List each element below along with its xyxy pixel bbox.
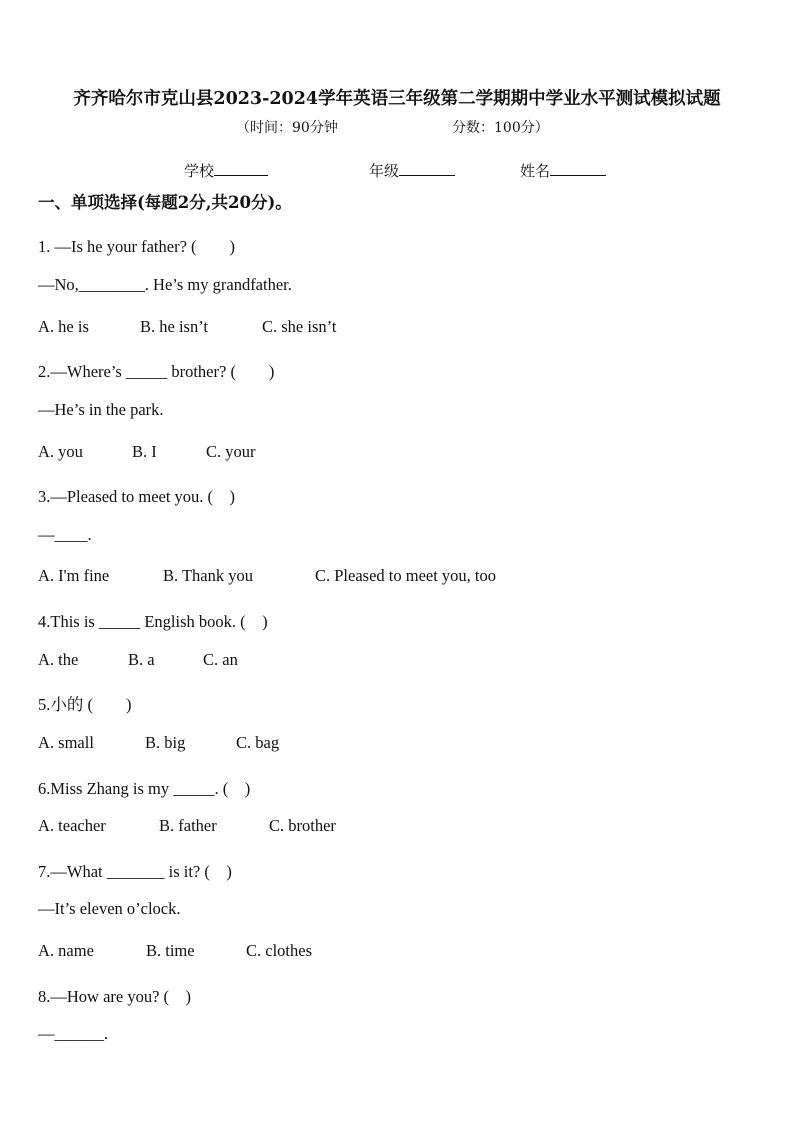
name-blank[interactable] bbox=[550, 161, 606, 176]
question-8-stem: 8.—How are you? ( ) bbox=[38, 987, 192, 1006]
grade-field bbox=[369, 160, 455, 181]
option-b[interactable]: B. time bbox=[146, 941, 195, 960]
grade-label: 年级 bbox=[369, 162, 400, 180]
option-b[interactable]: B. big bbox=[145, 733, 186, 752]
question-5-stem: 5.小的 ( ) bbox=[38, 695, 132, 714]
option-b[interactable]: B. he isn’t bbox=[140, 317, 208, 336]
name-field bbox=[520, 160, 606, 181]
school-blank[interactable] bbox=[214, 161, 268, 176]
option-c[interactable]: C. Pleased to meet you, too bbox=[315, 566, 497, 585]
exam-time: （时间：90分钟 bbox=[236, 120, 338, 136]
question-1-reply: —No,________. He’s my grandfather. bbox=[38, 275, 292, 294]
option-a[interactable]: A. he is bbox=[38, 317, 89, 336]
option-b[interactable]: B. Thank you bbox=[163, 566, 253, 585]
option-a[interactable]: A. small bbox=[38, 733, 94, 752]
exam-title: 齐齐哈尔市克山县2023-2024学年英语三年级第二学期期中学业水平测试模拟试题 bbox=[73, 89, 721, 109]
option-c[interactable]: C. brother bbox=[269, 816, 336, 835]
school-label: 学校 bbox=[184, 162, 215, 180]
exam-score: 分数：100分） bbox=[452, 120, 549, 136]
option-a[interactable]: A. you bbox=[38, 442, 83, 461]
question-3-stem: 3.—Pleased to meet you. ( ) bbox=[38, 487, 236, 506]
question-7-reply: —It’s eleven o’clock. bbox=[38, 899, 181, 918]
name-label: 姓名 bbox=[520, 162, 551, 180]
grade-blank[interactable] bbox=[399, 161, 455, 176]
option-c[interactable]: C. bag bbox=[236, 733, 280, 752]
question-1-stem: 1. —Is he your father? ( ) bbox=[38, 237, 236, 256]
option-a[interactable]: A. I'm fine bbox=[38, 566, 110, 585]
question-7-stem: 7.—What _______ is it? ( ) bbox=[38, 862, 232, 881]
option-c[interactable]: C. your bbox=[206, 442, 256, 461]
question-6-stem: 6.Miss Zhang is my _____. ( ) bbox=[38, 779, 251, 798]
option-c[interactable]: C. she isn’t bbox=[262, 317, 337, 336]
question-2-reply: —He’s in the park. bbox=[38, 400, 164, 419]
option-a[interactable]: A. the bbox=[38, 650, 79, 669]
question-2-stem: 2.—Where’s _____ brother? ( ) bbox=[38, 362, 275, 381]
question-8-reply: —______. bbox=[38, 1024, 109, 1043]
option-b[interactable]: B. I bbox=[132, 442, 157, 461]
option-c[interactable]: C. an bbox=[203, 650, 238, 669]
option-b[interactable]: B. father bbox=[159, 816, 217, 835]
option-c[interactable]: C. clothes bbox=[246, 941, 312, 960]
question-4-stem: 4.This is _____ English book. ( ) bbox=[38, 612, 268, 631]
option-a[interactable]: A. name bbox=[38, 941, 94, 960]
school-field bbox=[184, 160, 268, 181]
option-a[interactable]: A. teacher bbox=[38, 816, 106, 835]
option-b[interactable]: B. a bbox=[128, 650, 155, 669]
question-3-reply: —____. bbox=[38, 525, 92, 544]
section-title: 一、单项选择(每题2分,共20分)。 bbox=[38, 193, 292, 212]
